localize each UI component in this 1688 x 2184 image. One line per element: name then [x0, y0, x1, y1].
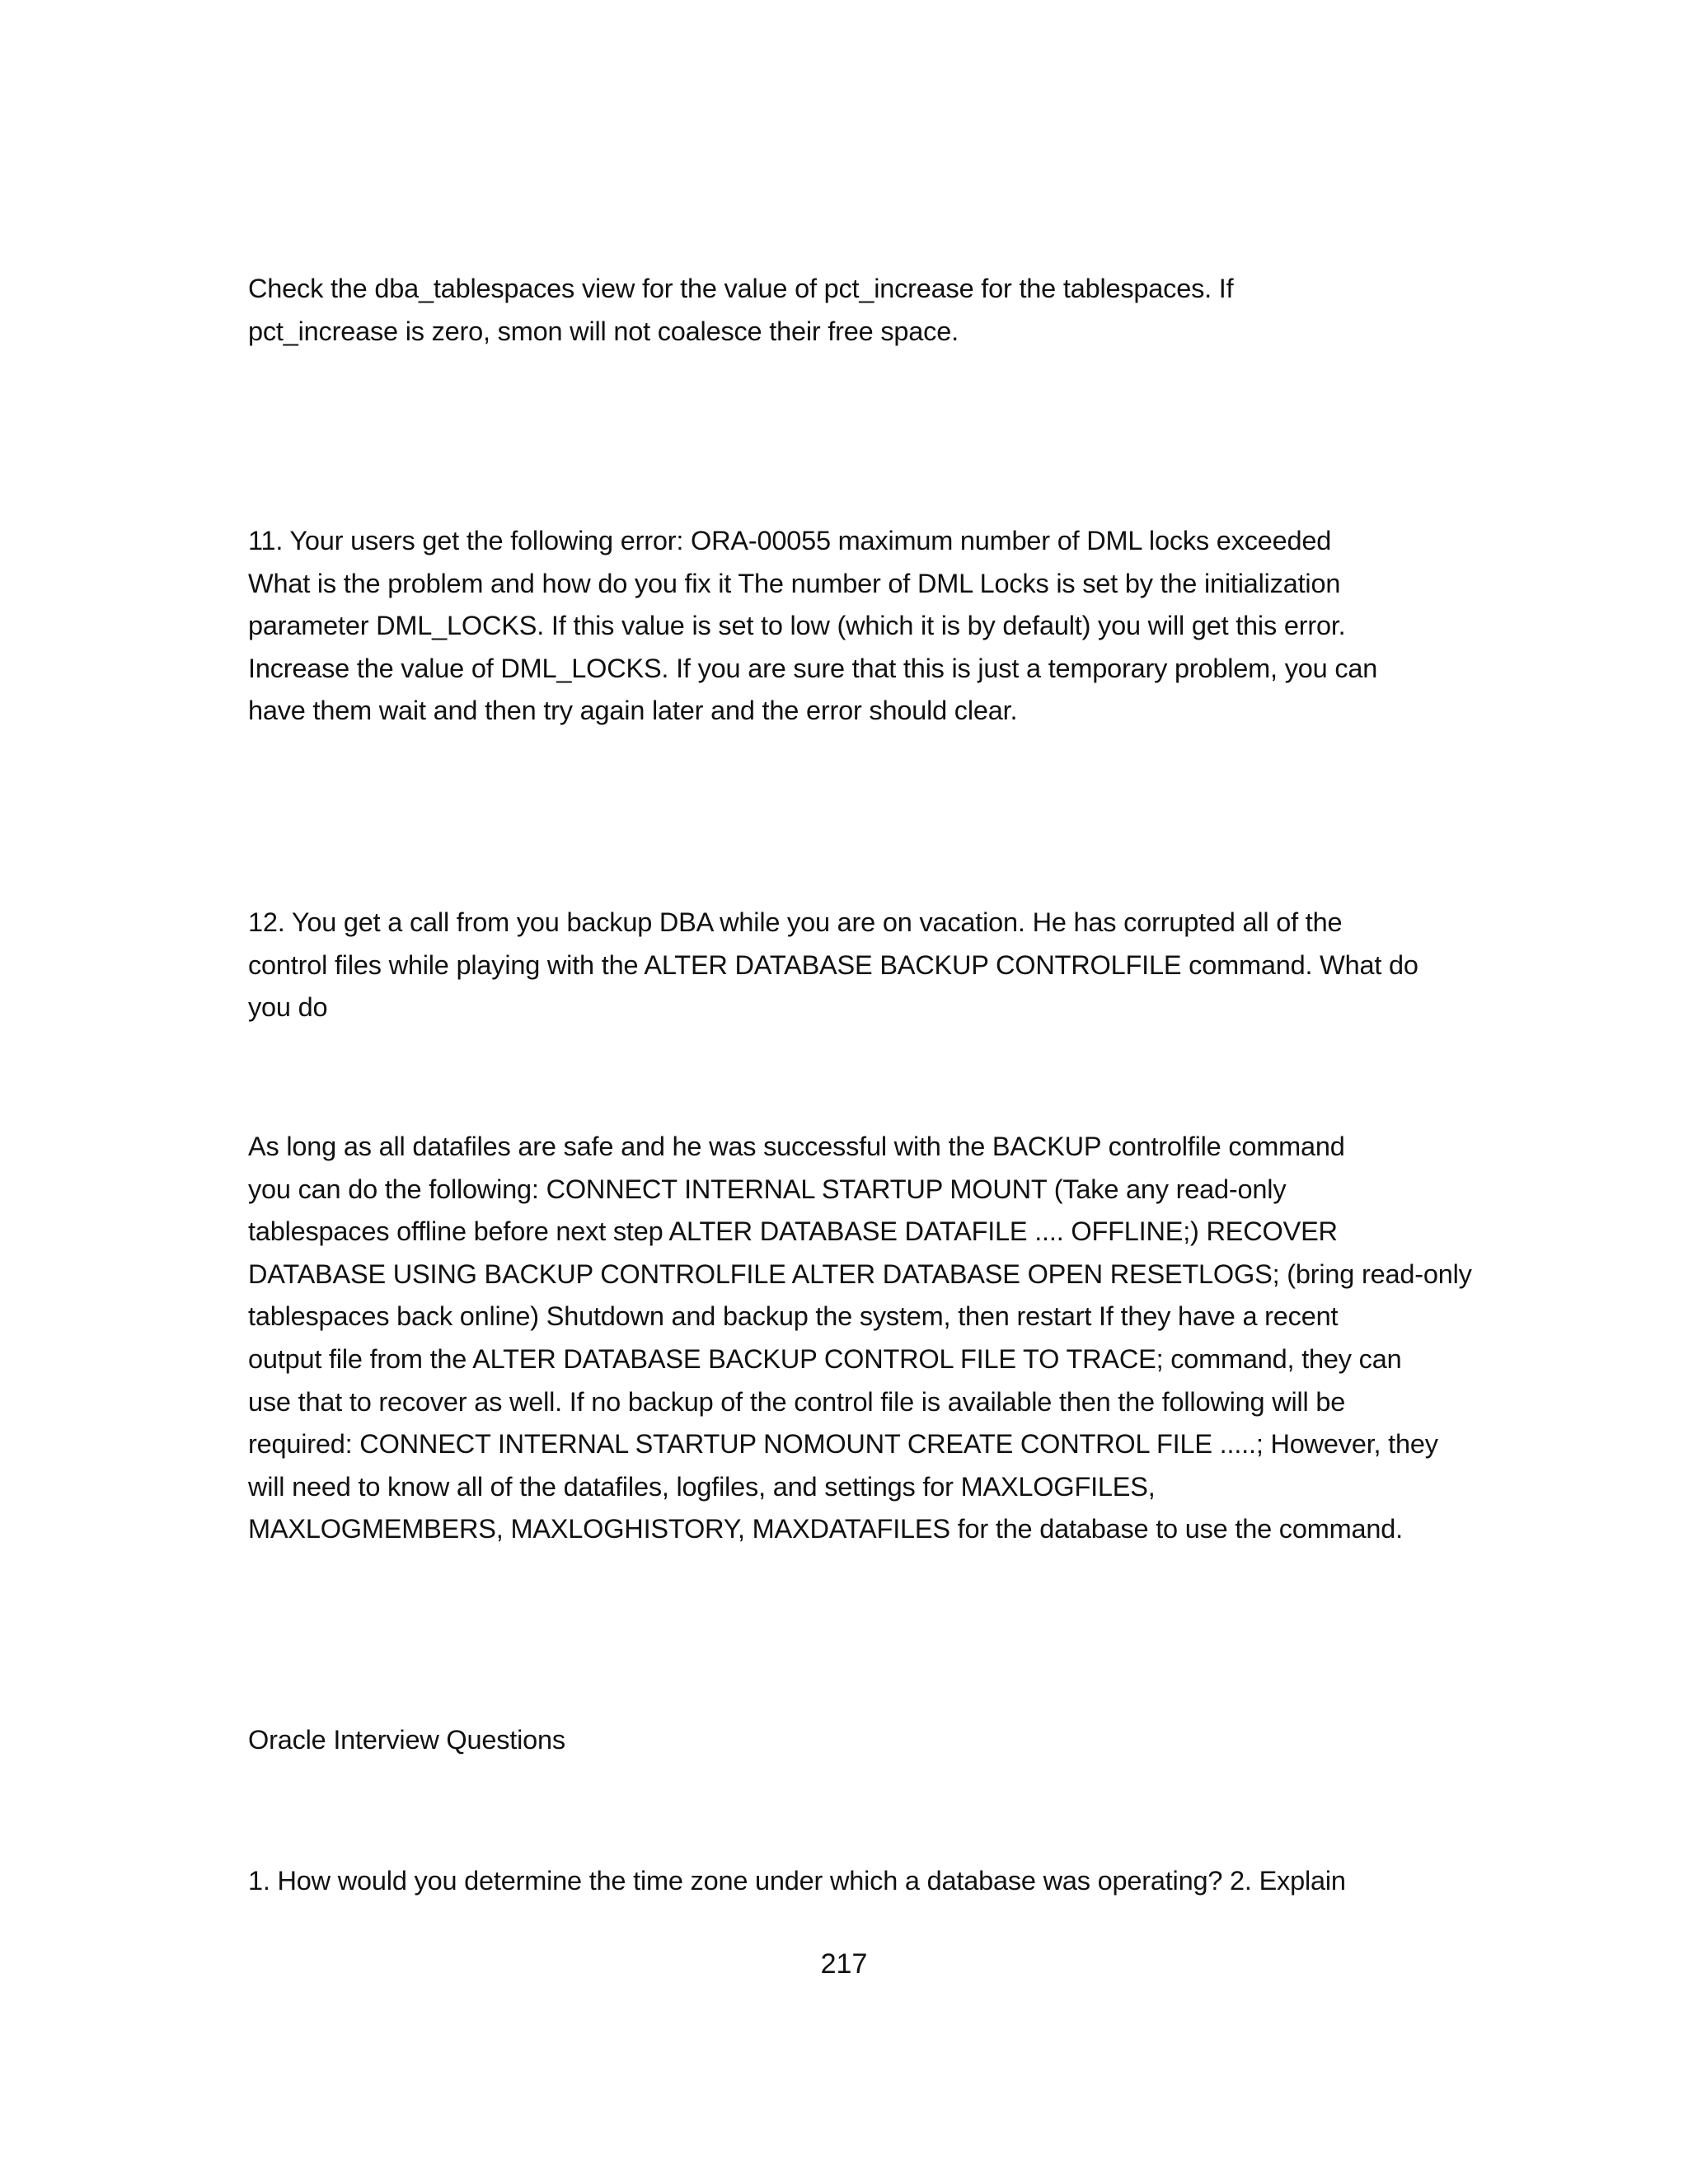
text-line: 11. Your users get the following error: ORA-00055 maximum number of DML locks exceeded [248, 526, 1332, 555]
section-heading [248, 1719, 1451, 1762]
text-line: you do [248, 992, 328, 1023]
text-line: control files while playing with the ALTER DATABASE BACKUP CONTROLFILE command. What do [248, 949, 1418, 980]
text-line: you can do the following: CONNECT INTERNAL STARTUP MOUNT (Take any read-only [248, 1174, 1287, 1204]
text-line: Oracle Interview Questions [248, 1725, 565, 1755]
paragraph-question-11 [248, 520, 1451, 733]
text-line: MAXLOGMEMBERS, MAXLOGHISTORY, MAXDATAFILES for the database to use the command. [248, 1514, 1403, 1544]
text-line: What is the problem and how do you fix it The number of DML Locks is set by the initialization [248, 568, 1341, 598]
paragraph-question-1 [248, 1860, 1451, 1903]
text-line: required: CONNECT INTERNAL STARTUP NOMOUNT CREATE CONTROL FILE .....; However, they [248, 1429, 1438, 1460]
text-line: tablespaces back online) Shutdown and backup the system, then restart If they have a recent [248, 1301, 1339, 1332]
text-line: parameter DML_LOCKS. If this value is set to low (which it is by default) you will get this error. [248, 611, 1346, 641]
paragraph-question-12 [248, 902, 1451, 1029]
text-line: will need to know all of the datafiles, logfiles, and settings for MAXLOGFILES, [248, 1471, 1156, 1502]
text-line: pct_increase is zero, smon will not coalesce their free space. [248, 316, 959, 346]
page-number: 217 [820, 1948, 868, 1980]
paragraph-dba-tablespaces [248, 268, 1451, 353]
text-line: Increase the value of DML_LOCKS. If you are sure that this is just a temporary problem, you can [248, 653, 1378, 683]
paragraph-answer-12 [248, 1126, 1472, 1551]
text-line: As long as all datafiles are safe and he was successful with the BACKUP controlfile command [248, 1132, 1345, 1161]
text-line: DATABASE USING BACKUP CONTROLFILE ALTER DATABASE OPEN RESETLOGS; (bring read-only [248, 1258, 1472, 1289]
text-line: have them wait and then try again later and the error should clear. [248, 696, 1018, 726]
text-line: output file from the ALTER DATABASE BACKUP CONTROL FILE TO TRACE; command, they can [248, 1343, 1402, 1374]
text-line: 12. You get a call from you backup DBA while you are on vacation. He has corrupted all of the [248, 907, 1343, 937]
text-line: tablespaces offline before next step ALTER DATABASE DATAFILE .... OFFLINE;) RECOVER [248, 1216, 1338, 1247]
text-line: 1. How would you determine the time zone under which a database was operating? 2. Explain [248, 1866, 1346, 1896]
text-line: Check the dba_tablespaces view for the value of pct_increase for the tablespaces. If [248, 274, 1234, 303]
text-line: use that to recover as well. If no backup of the control file is available then the following will be [248, 1386, 1346, 1417]
